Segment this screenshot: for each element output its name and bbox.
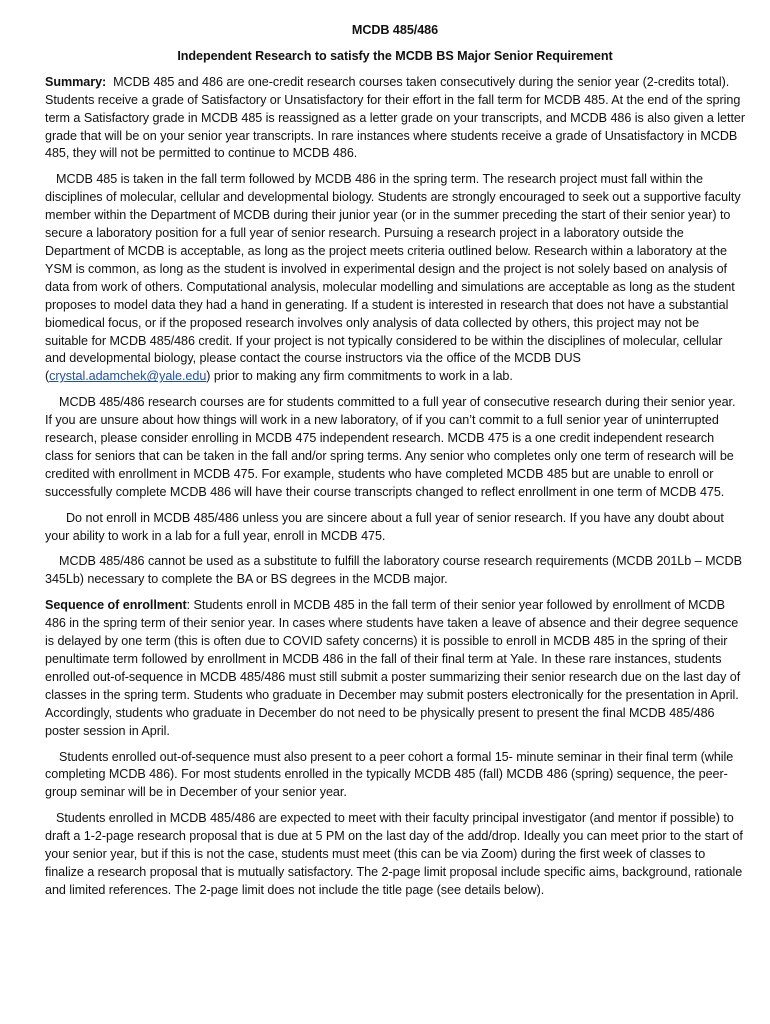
summary-label: Summary: bbox=[45, 74, 107, 89]
document-title: MCDB 485/486 bbox=[351, 23, 439, 37]
substitute-paragraph: MCDB 485/486 cannot be used as a substitute to fulfill the laboratory course research requirements (MCDB 201Lb – MCDB 345Lb) necessary to complete the BA or BS degrees in the MCDB major. bbox=[45, 554, 742, 587]
sequence-paragraph bbox=[45, 597, 745, 740]
summary-text: MCDB 485 and 486 are one-credit research courses taken consecutively during the senior year (2-credits total). Students receive a grade of Satisfactory or Unsatisfactory for their effort in the fall term for MCDB 485. At the end of the spring term a Satisfactory grade in MCDB 485 is reassigned as a letter grade on your transcripts, and MCDB 486 is also given a letter grade that will be on your senior year transcripts. In rare instances where students receive a grade of Unsatisfactory in MCDB 485, they will not be permitted to continue to MCDB 486. bbox=[45, 74, 745, 161]
dus-email-link[interactable]: crystal.adamchek@yale.edu bbox=[49, 369, 207, 384]
document-subtitle: Independent Research to satisfy the MCDB BS Major Senior Requirement bbox=[177, 48, 613, 63]
sequence-label: Sequence of enrollment bbox=[45, 598, 187, 613]
sequence-text: : Students enroll in MCDB 485 in the fall term of their senior year followed by enrollment of MCDB 486 in the spring term of their senior year. In cases where students have taken a leave of absence and their degree sequence is delayed by one term (this is often due to COVID safety concerns) it is possible to enroll in MCDB 485 in the spring of their penultimate term followed by enrollment in MCDB 486 in the fall of their final term at Yale. In these rare instances, students enrolled out-of-sequence in MCDB 485/486 must still submit a poster summarizing their senior research due on the last day of classes in the spring term. Students who graduate in December may submit posters electronically for the presentation in April. Accordingly, students who graduate in December do not need to be physically present to present the final MCDB 485/486 poster session in April. bbox=[45, 598, 741, 738]
document-page bbox=[45, 22, 745, 908]
do-not-enroll-paragraph: Do not enroll in MCDB 485/486 unless you are sincere about a full year of senior research. If you have any doubt about your ability to work in a lab for a full year, enroll in MCDB 475. bbox=[45, 510, 724, 543]
proposal-paragraph: Students enrolled in MCDB 485/486 are expected to meet with their faculty principal investigator (and mentor if possible) to draft a 1-2-page research proposal that is due at 5 PM on the last day of the add/drop. Ideally you can meet prior to the start of your senior year, but if this is not the case, students must meet (this can be via Zoom) during the first week of classes to finalize a research proposal that is mutually satisfactory. The 2-page limit proposal include specific aims, background, rationale and limited references. The 2-page limit does not include the title page (see details below). bbox=[45, 811, 743, 897]
project-text: MCDB 485 is taken in the fall term followed by MCDB 486 in the spring term. The research project must fall within the disciplines of molecular, cellular and developmental biology. Students are strongly encouraged to seek out a supportive faculty member within the Department of MCDB during their junior year (or in the summer preceding the start of their senior year) to secure a laboratory position for a full year of senior research. Pursuing a research project in a laboratory outside the Department of MCDB is acceptable, as long as the project meets criteria outlined below. Research within a laboratory at the YSM is common, as long as the student is involved in experimental design and the project is not solely based on analysis of data from work of others. Computational analysis, molecular modelling and simulations are acceptable as long as the student proposes to model data they had a hand in generating. If a student is interested in research that does not have a substantial biomedical focus, or if the proposed research involves only analysis of data collected by others, this project may not be suitable for MCDB 485/486 credit. If your project is not typically considered to be within the disciplines of molecular, cellular and developmental biology, please contact the course instructors via the office of the MCDB DUS ( bbox=[45, 172, 741, 384]
seminar-paragraph: Students enrolled out-of-sequence must also present to a peer cohort a formal 15- minute seminar in their final term (while completing MCDB 486). For most students enrolled in the typically MCDB 485 (fall) MCDB 486 (spring) sequence, the peer-group seminar will be in December of your senior year. bbox=[45, 749, 734, 800]
project-paragraph bbox=[45, 171, 745, 386]
commitment-paragraph: MCDB 485/486 research courses are for students committed to a full year of consecutive research during their senior year. If you are unsure about how things will work in a new laboratory, of if you can’t commit to a full senior year of uninterrupted research, please consider enrolling in MCDB 475 independent research. MCDB 475 is a one credit independent research class for seniors that can be taken in the fall and/or spring terms. Any senior who completes only one term of research will be credited with enrollment in MCDB 475. For example, students who have completed MCDB 485 but are unable to enroll or successfully complete MCDB 486 will have their course transcripts changed to reflect enrollment in one term of MCDB 475. bbox=[45, 395, 736, 499]
project-text-end: ) prior to making any firm commitments to work in a lab. bbox=[206, 369, 513, 384]
summary-paragraph bbox=[45, 74, 745, 164]
